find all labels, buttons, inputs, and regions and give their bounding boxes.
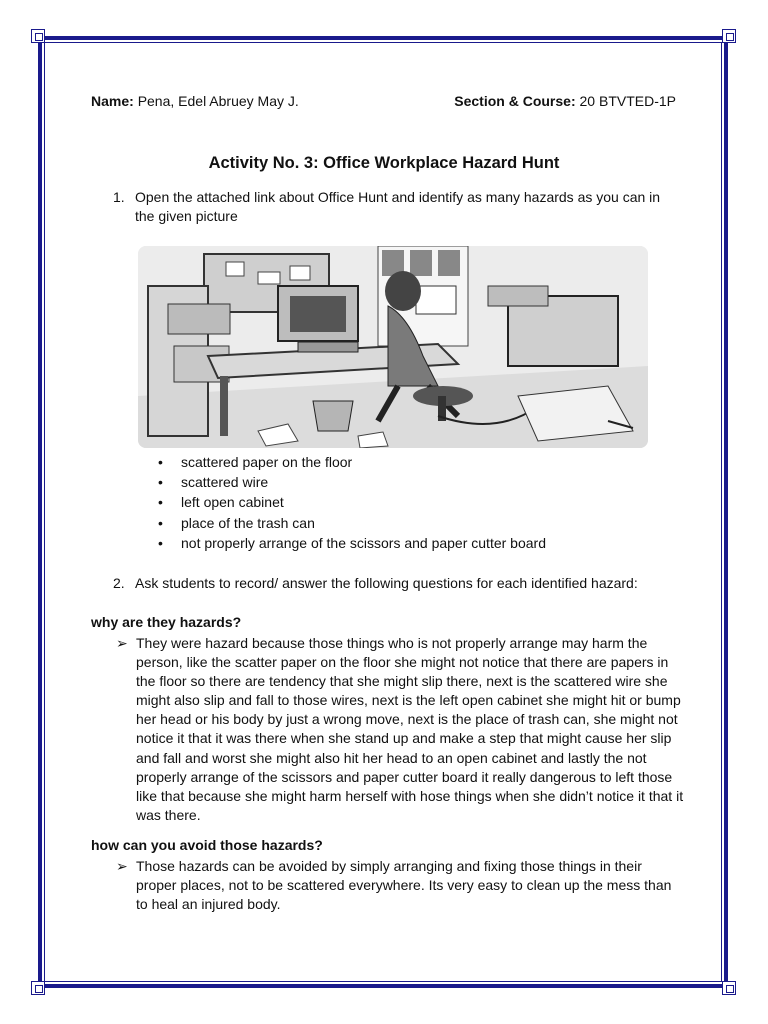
office-hazard-illustration <box>138 246 648 448</box>
instruction-item-1 <box>113 188 683 226</box>
student-name <box>91 93 299 109</box>
corner-ornament <box>722 981 736 995</box>
section-value: 20 BTVTED-1P <box>579 93 676 109</box>
section-course <box>454 93 676 109</box>
answer-item <box>116 634 686 825</box>
header-row <box>91 93 676 109</box>
instruction-item-2 <box>113 574 683 593</box>
answer-text: Those hazards can be avoided by simply arranging and fixing those things in their proper places, not to be scattered everywhere. Its very easy to clean up the mess than to heal an injured body. <box>136 858 672 913</box>
corner-ornament <box>31 981 45 995</box>
item-text: Ask students to record/ answer the following questions for each identified hazard: <box>135 575 638 591</box>
hazard-list <box>155 452 546 553</box>
question-heading: why are they hazards? <box>91 614 242 630</box>
list-item: • place of the trash can <box>155 513 546 533</box>
item-number: 2. <box>113 575 125 591</box>
item-number: 1. <box>113 189 125 205</box>
arrow-bullet-icon: ➢ <box>116 635 128 651</box>
section-label: Section & Course: <box>454 93 576 109</box>
corner-ornament <box>722 29 736 43</box>
name-value: Pena, Edel Abruey May J. <box>137 93 299 109</box>
item-text: Open the attached link about Office Hunt and identify as many hazards as you can in the given picture <box>135 189 661 224</box>
corner-ornament <box>31 29 45 43</box>
page-title: Activity No. 3: Office Workplace Hazard Hunt <box>208 154 560 172</box>
list-item: • scattered paper on the floor <box>155 452 546 472</box>
list-item: • left open cabinet <box>155 492 546 512</box>
arrow-bullet-icon: ➢ <box>116 858 128 874</box>
list-item: • not properly arrange of the scissors and paper cutter board <box>155 533 546 553</box>
answer-item <box>116 857 686 914</box>
question-heading: how can you avoid those hazards? <box>91 837 323 853</box>
name-label: Name: <box>91 93 134 109</box>
answer-text: They were hazard because those things who is not properly arrange may harm the person, like the scatter paper on the floor she might not notice that there are papers in the floor so there are tendency that she might slip there, next is the scattered wire she might also slip and fall to those wires, next is the left open cabinet she might hit or bump her head or his body by just a wrong move, next is the place of trash can, she might not notice it that it was there when she stand up and make a step that might cause her slip and fall and worst she might also hit her head to an open cabinet and lastly the not properly arrange of the scissors and paper cutter board it really dangerous to left those like that because she might harm herself with hose things when she didn’t notice it that it was there. <box>136 635 684 823</box>
list-item: • scattered wire <box>155 472 546 492</box>
